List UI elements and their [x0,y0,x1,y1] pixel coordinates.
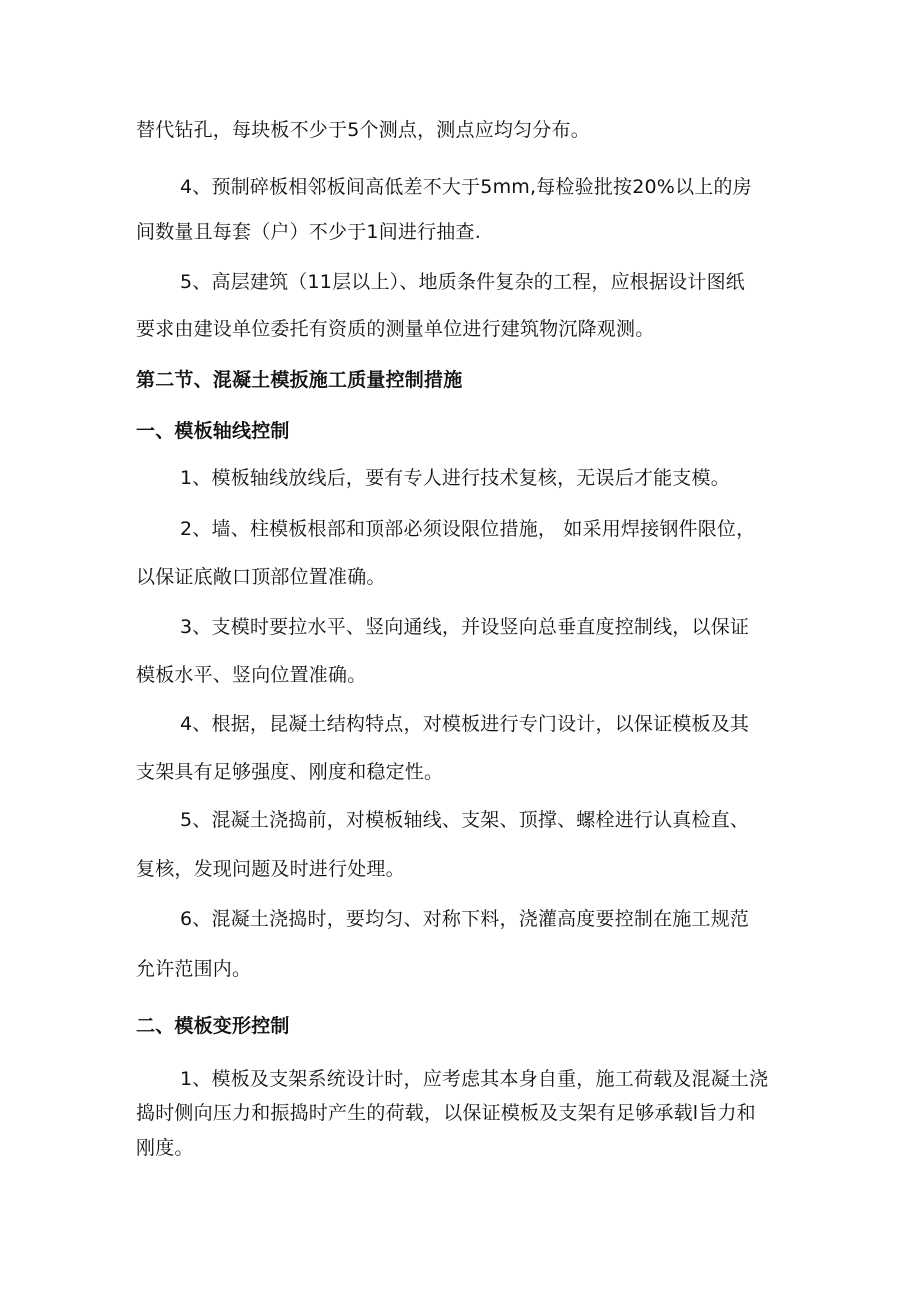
paragraph-line: 支架具有足够强度、刚度和稳定性。 [136,761,444,783]
paragraph-line: 1、模板轴线放线后，要有专人进行技术复核，无误后才能支模。 [180,467,730,489]
paragraph-line: 复核，发现问题及时进行处理。 [136,858,405,880]
paragraph-line: 捣时侧向压力和振捣时产生的荷载，以保证模板及支架有足够承载l旨力和 [136,1102,756,1124]
paragraph-line: 4、预制碎板相邻板间高低差不大于5mm,每检验批按20%以上的房 [180,176,752,198]
paragraph-line: 3、支模时要拉水平、竖向通线，并设竖向总垂直度控制线，以保证 [180,616,750,638]
paragraph-line: 替代钻孔，每块板不少于5个测点，测点应均匀分布。 [136,119,590,141]
paragraph-line: 5、混凝土浇捣前，对模板轴线、支架、顶撑、螺栓进行认真检直、 [180,809,750,831]
paragraph-line: 4、根据，昆凝土结构特点，对模板进行专门设计，以保证模板及其 [180,713,750,735]
paragraph-line: 5、高层建筑（11层以上）、地质条件复杂的工程，应根据设计图纸 [180,271,745,293]
paragraph-line: 以保证底敞口顶部位置准确。 [136,566,386,588]
paragraph-line: 刚度。 [136,1137,194,1159]
paragraph-line: 间数量且每套（户）不少于1间进行抽查. [136,221,481,243]
paragraph-line: 1、模板及支架系统设计时，应考虑其本身自重，施工荷载及混凝土浇 [180,1068,769,1090]
paragraph-line: 2、墙、柱模板根部和顶部必须设限位措施， 如采用焊接钢件限位， [180,518,756,540]
section-heading: 第二节、混凝土模扳施工质量控制措施 [136,369,463,391]
paragraph-line: 允许范围内。 [136,958,252,980]
paragraph-line: 6、混凝土浇捣时，要均匀、对称下料，浇灌高度要控制在施工规范 [180,908,750,930]
subsection-heading: 二、模板变形控制 [136,1015,290,1037]
subsection-heading: 一、模板轴线控制 [136,420,290,442]
paragraph-line: 模板水平、竖向位置准确。 [136,664,367,686]
paragraph-line: 要求由建设单位委托有资质的测量单位进行建筑物沉降观测。 [136,318,655,340]
